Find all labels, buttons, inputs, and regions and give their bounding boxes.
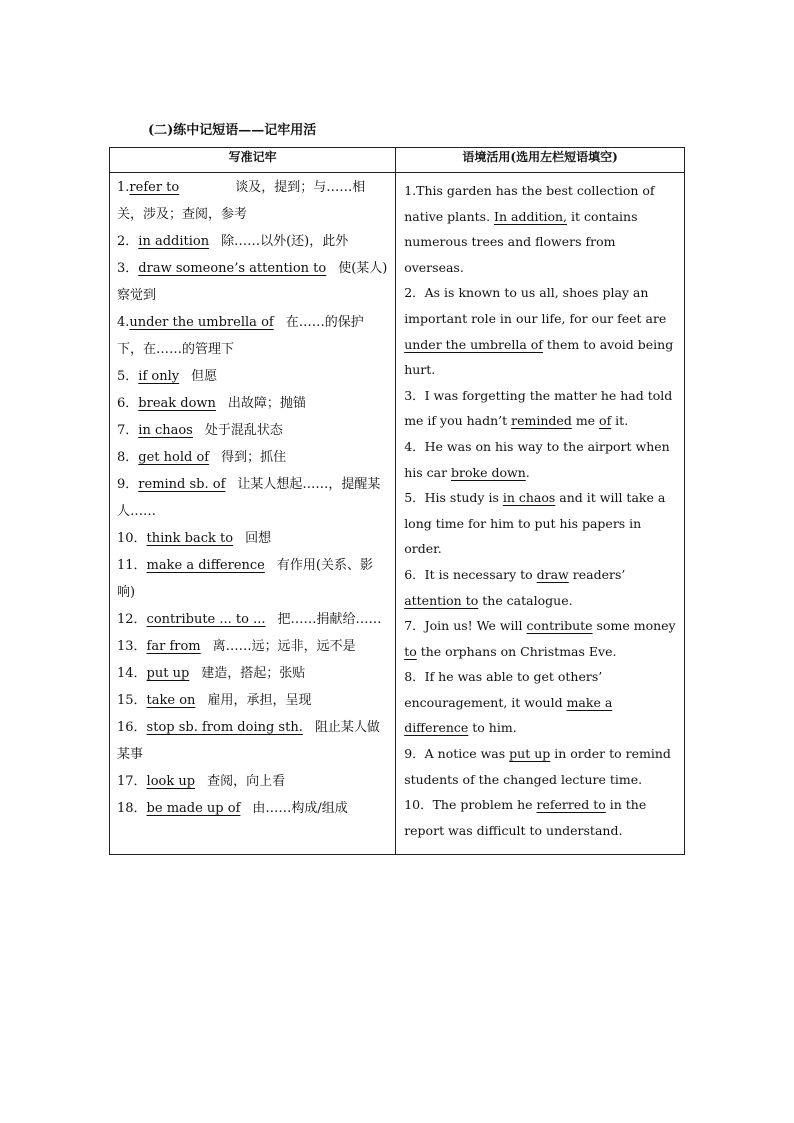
phrase-meaning: 有作用(关系、影响) — [117, 558, 373, 600]
phrase-item: 12．contribute ... to ... 把……捐献给…… — [117, 612, 382, 627]
phrase-text: look up — [146, 774, 196, 789]
phrase-text: put up — [146, 666, 190, 681]
phrase-item: 7．in chaos 处于混乱状态 — [117, 423, 283, 438]
phrase-meaning: 让某人想起……，提醒某人…… — [117, 477, 381, 519]
phrase-text: contribute ... to ... — [146, 612, 266, 627]
phrase-item: 6．break down 出故障；抛锚 — [117, 396, 306, 411]
phrase-text: in addition — [138, 234, 210, 249]
section-title: (二)练中记短语——记牢用活 — [148, 123, 317, 138]
answer-blank: reminded — [511, 413, 572, 429]
phrase-item: 13．far from 离……远；远非，远不是 — [117, 639, 356, 654]
answer-blank: attention to — [404, 592, 479, 608]
phrase-item: 18．be made up of 由……构成/组成 — [117, 801, 348, 816]
phrase-text: be made up of — [146, 801, 241, 816]
phrase-text: think back to — [146, 531, 234, 546]
answer-blank: draw — [536, 566, 569, 582]
sentence-item: 6．It is necessary to draw readers’ attention to the catalogue. — [404, 566, 626, 608]
phrase-meaning: 阻止某人做某事 — [117, 720, 380, 762]
phrase-item: 14．put up 建造，搭起；张贴 — [117, 666, 306, 681]
sentence-item: 10．The problem he referred to in the report was difficult to understand. — [404, 797, 647, 838]
sentence-item: 8．If he was able to get others’ encouragement, it would make a difference to him. — [404, 669, 613, 736]
phrase-item: 3．draw someone’s attention to 使(某人)察觉到 — [117, 261, 388, 303]
phrase-text: break down — [138, 396, 216, 411]
answer-blank: broke down — [451, 464, 526, 480]
phrase-meaning: 在……的保护下，在……的管理下 — [117, 315, 364, 357]
sentence-item: 5．His study is in chaos and it will take a long time for him to put his papers in order. — [404, 490, 666, 557]
phrase-meaning: 使(某人)察觉到 — [117, 261, 388, 303]
answer-blank: under the umbrella of — [404, 336, 543, 352]
phrase-table — [109, 147, 685, 855]
phrase-text: far from — [146, 639, 201, 654]
sentence-list — [397, 174, 683, 853]
phrase-text: stop sb. from doing sth. — [146, 720, 303, 735]
answer-blank: of — [599, 413, 612, 429]
phrase-item: 9．remind sb. of 让某人想起……，提醒某人…… — [117, 477, 381, 519]
phrase-meaning: 谈及，提到；与……相关，涉及；查阅，参考 — [117, 180, 366, 222]
phrase-item: 5．if only 但愿 — [117, 369, 218, 384]
sentence-item: 3．I was forgetting the matter he had told me if you hadn’t reminded me of it. — [404, 387, 673, 429]
phrase-text: make a difference — [146, 558, 265, 573]
answer-blank: contribute — [526, 618, 593, 634]
answer-blank: In addition, — [494, 208, 568, 224]
header-right: 语境活用(选用左栏短语填空) — [396, 148, 685, 173]
phrase-meaning: 回想 — [245, 531, 272, 546]
sentence-column — [396, 173, 685, 855]
phrase-meaning: 离……远；远非，远不是 — [212, 639, 356, 654]
phrase-column — [110, 173, 396, 855]
answer-blank: make a difference — [404, 694, 613, 736]
phrase-item: 1.refer to 谈及，提到；与……相关，涉及；查阅，参考 — [117, 180, 366, 222]
phrase-item: 16．stop sb. from doing sth. 阻止某人做某事 — [117, 720, 380, 762]
answer-blank: referred to — [536, 797, 606, 813]
sentence-item: 7．Join us! We will contribute some money to the orphans on Christmas Eve. — [404, 618, 676, 659]
answer-blank: to — [404, 643, 417, 659]
phrase-text: in chaos — [138, 423, 193, 438]
phrase-text: if only — [138, 369, 180, 384]
sentence-item: 9．A notice was put up in order to remind students of the changed lecture time. — [404, 746, 671, 787]
phrase-text: take on — [146, 693, 196, 708]
sentence-item: 2．As is known to us all, shoes play an important role in our life, for our feet are under the umbrella of them to avoid being hurt. — [404, 285, 674, 378]
phrase-meaning: 由……构成/组成 — [252, 801, 348, 816]
answer-blank: put up — [509, 746, 551, 762]
phrase-text: remind sb. of — [138, 477, 226, 492]
phrase-text: under the umbrella of — [129, 315, 274, 330]
phrase-meaning: 把……捐献给…… — [277, 612, 382, 627]
sentence-item: 1.This garden has the best collection of native plants. In addition, it contains numerous trees and flowers from overseas. — [404, 183, 655, 275]
header-left: 写准记牢 — [110, 148, 396, 173]
sentence-item: 4．He was on his way to the airport when his car broke down. — [404, 438, 670, 480]
phrase-meaning: 出故障；抛锚 — [227, 396, 306, 411]
phrase-text: draw someone’s attention to — [138, 261, 327, 276]
phrase-list — [111, 174, 394, 826]
phrase-item: 10．think back to 回想 — [117, 531, 272, 546]
phrase-item: 2．in addition 除……以外(还)，此外 — [117, 234, 349, 249]
phrase-meaning: 建造，搭起；张贴 — [201, 666, 306, 681]
phrase-meaning: 处于混乱状态 — [204, 423, 283, 438]
phrase-text: get hold of — [138, 450, 210, 465]
answer-blank: in chaos — [502, 490, 556, 506]
phrase-meaning: 雇用，承担，呈现 — [207, 693, 312, 708]
phrase-meaning: 除……以外(还)，此外 — [221, 234, 349, 249]
phrase-meaning: 得到；抓住 — [221, 450, 287, 465]
phrase-meaning: 但愿 — [191, 369, 218, 384]
phrase-item: 8．get hold of 得到；抓住 — [117, 450, 287, 465]
phrase-item: 15．take on 雇用，承担，呈现 — [117, 693, 312, 708]
phrase-meaning: 查阅，向上看 — [207, 774, 286, 789]
phrase-item: 17．look up 查阅，向上看 — [117, 774, 286, 789]
phrase-text: refer to — [129, 180, 180, 195]
phrase-item: 11．make a difference 有作用(关系、影响) — [117, 558, 373, 600]
phrase-item: 4.under the umbrella of 在……的保护下，在……的管理下 — [117, 315, 364, 357]
